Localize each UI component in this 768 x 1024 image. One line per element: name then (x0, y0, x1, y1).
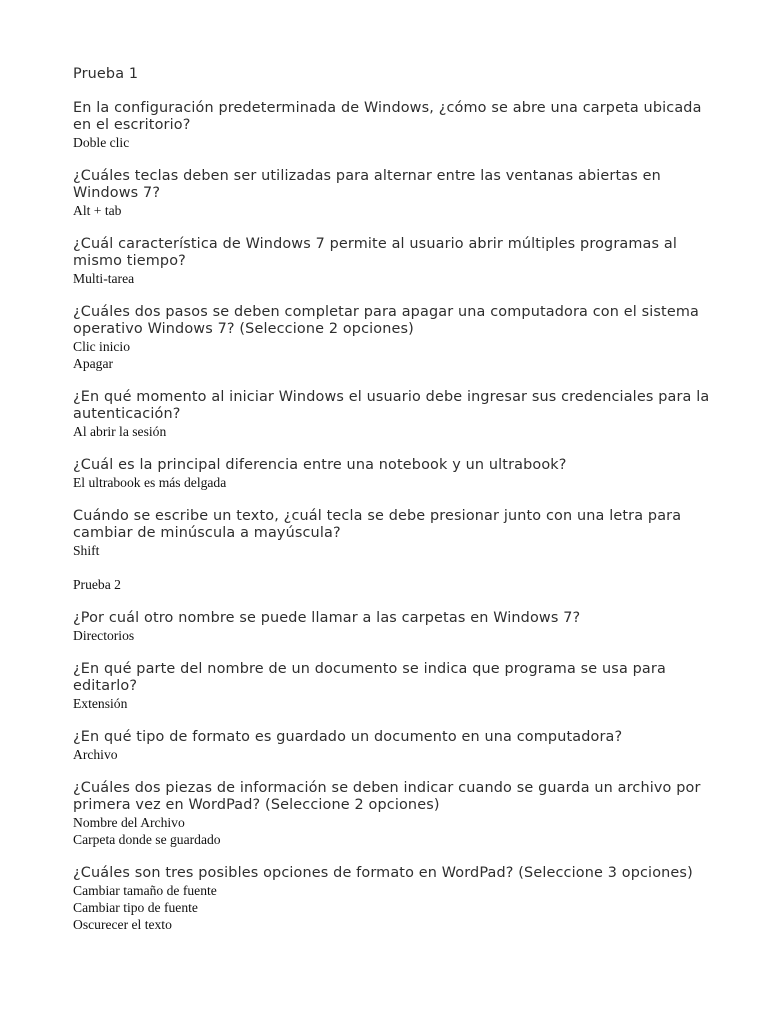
qa-item (73, 661, 713, 712)
answer-text: Multi-tarea (73, 271, 135, 286)
document-page (73, 66, 713, 950)
qa-item (73, 168, 713, 219)
answer-text: Shift (73, 543, 100, 558)
question-text: ¿Cuál es la principal diferencia entre una notebook y un ultrabook? (73, 457, 567, 473)
qa-item (73, 780, 713, 848)
section-prueba-2 (73, 576, 713, 933)
qa-item (73, 457, 713, 491)
answer-text: El ultrabook es más delgada (73, 475, 227, 490)
answer-text: Extensión (73, 696, 128, 711)
section-heading: Prueba 2 (73, 577, 121, 592)
question-text: Cuándo se escribe un texto, ¿cuál tecla se debe presionar junto con una letra para cambiar de minúscula a mayúscula? (73, 508, 682, 541)
qa-item (73, 865, 713, 933)
question-text: ¿Cuáles son tres posibles opciones de formato en WordPad? (Seleccione 3 opciones) (73, 865, 693, 881)
question-text: ¿En qué momento al iniciar Windows el usuario debe ingresar sus credenciales para la autenticación? (73, 389, 710, 422)
question-text: ¿En qué tipo de formato es guardado un documento en una computadora? (73, 729, 623, 745)
qa-item (73, 389, 713, 440)
answer-text: Alt + tab (73, 203, 122, 218)
question-text: ¿En qué parte del nombre de un documento se indica que programa se usa para editarlo? (73, 661, 666, 694)
answer-text: Cambiar tamaño de fuente (73, 883, 217, 898)
answer-text: Oscurecer el texto (73, 917, 172, 932)
answer-text: Cambiar tipo de fuente (73, 900, 198, 915)
qa-item (73, 610, 713, 644)
answer-text: Nombre del Archivo (73, 815, 185, 830)
qa-item (73, 236, 713, 287)
answer-text: Clic inicio (73, 339, 131, 354)
section-prueba-1 (73, 66, 713, 559)
answer-text: Directorios (73, 628, 135, 643)
question-text: ¿Por cuál otro nombre se puede llamar a las carpetas en Windows 7? (73, 610, 581, 626)
question-text: ¿Cuáles dos pasos se deben completar para apagar una computadora con el sistema operativo Windows 7? (Seleccione 2 opciones) (73, 304, 699, 337)
qa-item (73, 100, 713, 151)
answer-text: Archivo (73, 747, 118, 762)
question-text: ¿Cuáles teclas deben ser utilizadas para alternar entre las ventanas abiertas en Windows 7? (73, 168, 661, 201)
section-heading: Prueba 1 (73, 66, 139, 82)
answer-text: Apagar (73, 356, 114, 371)
answer-text: Al abrir la sesión (73, 424, 167, 439)
answer-text: Doble clic (73, 135, 130, 150)
question-text: ¿Cuáles dos piezas de información se deben indicar cuando se guarda un archivo por primera vez en WordPad? (Seleccione 2 opciones) (73, 780, 701, 813)
answer-text: Carpeta donde se guardado (73, 832, 221, 847)
qa-item (73, 508, 713, 559)
qa-item (73, 729, 713, 763)
question-text: ¿Cuál característica de Windows 7 permite al usuario abrir múltiples programas al mismo tiempo? (73, 236, 677, 269)
qa-item (73, 304, 713, 372)
question-text: En la configuración predeterminada de Windows, ¿cómo se abre una carpeta ubicada en el escritorio? (73, 100, 702, 133)
